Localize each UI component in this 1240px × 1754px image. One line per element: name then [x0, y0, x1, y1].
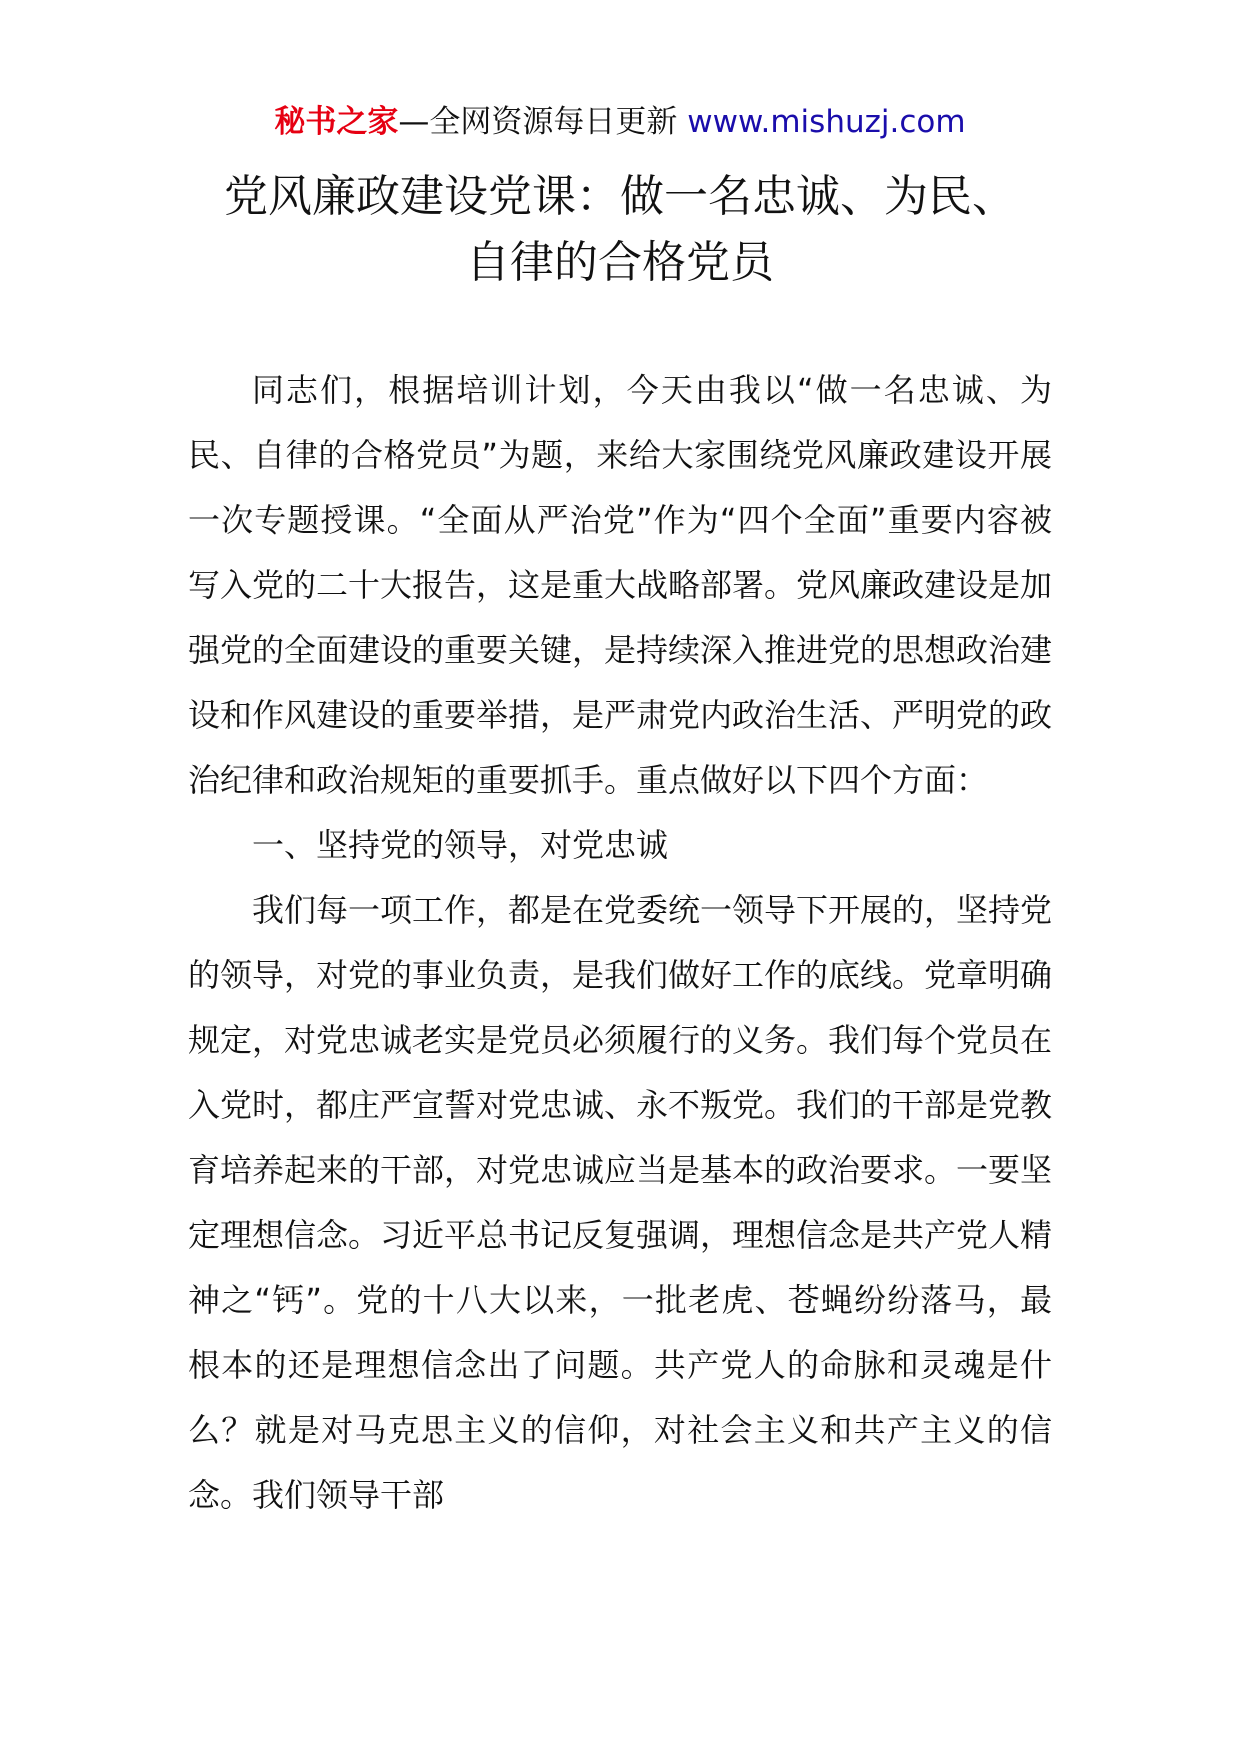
document-title	[150, 164, 1090, 296]
site-url: www.mishuzj.com	[687, 104, 966, 140]
paragraph-section-1: 我们每一项工作，都是在党委统一领导下开展的，坚持党的领导，对党的事业负责，是我们做好工作的底线。党章明确规定，对党忠诚老实是党员必须履行的义务。我们每个党员在入党时，都庄严宣誓对党忠诚、永不叛党。我们的干部是党教育培养起来的干部，对党忠诚应当是基本的政治要求。一要坚定理想信念。习近平总书记反复强调，理想信念是共产党人精神之“钙”。党的十八大以来，一批老虎、苍蝇纷纷落马，最根本的还是理想信念出了问题。共产党人的命脉和灵魂是什么？就是对马克思主义的信仰，对社会主义和共产主义的信念。我们领导干部	[188, 891, 1053, 1514]
title-line-2: 自律的合格党员	[466, 237, 774, 288]
section-heading-1: 一、坚持党的领导，对党忠诚	[252, 826, 669, 864]
paragraph-intro: 同志们，根据培训计划，今天由我以“做一名忠诚、为民、自律的合格党员”为题，来给大家围绕党风廉政建设开展一次专题授课。“全面从严治党”作为“四个全面”重要内容被写入党的二十大报告，这是重大战略部署。党风廉政建设是加强党的全面建设的重要关键，是持续深入推进党的思想政治建设和作风建设的重要举措，是严肃党内政治生活、严明党的政治纪律和政治规矩的重要抓手。重点做好以下四个方面：	[188, 371, 1053, 799]
brand-name: 秘书之家	[274, 104, 399, 140]
title-line-1: 党风廉政建设党课：做一名忠诚、为民、	[224, 171, 1016, 222]
header-slogan: —全网资源每日更新	[398, 104, 688, 140]
document-body	[188, 358, 1052, 1528]
site-header	[0, 100, 1240, 144]
